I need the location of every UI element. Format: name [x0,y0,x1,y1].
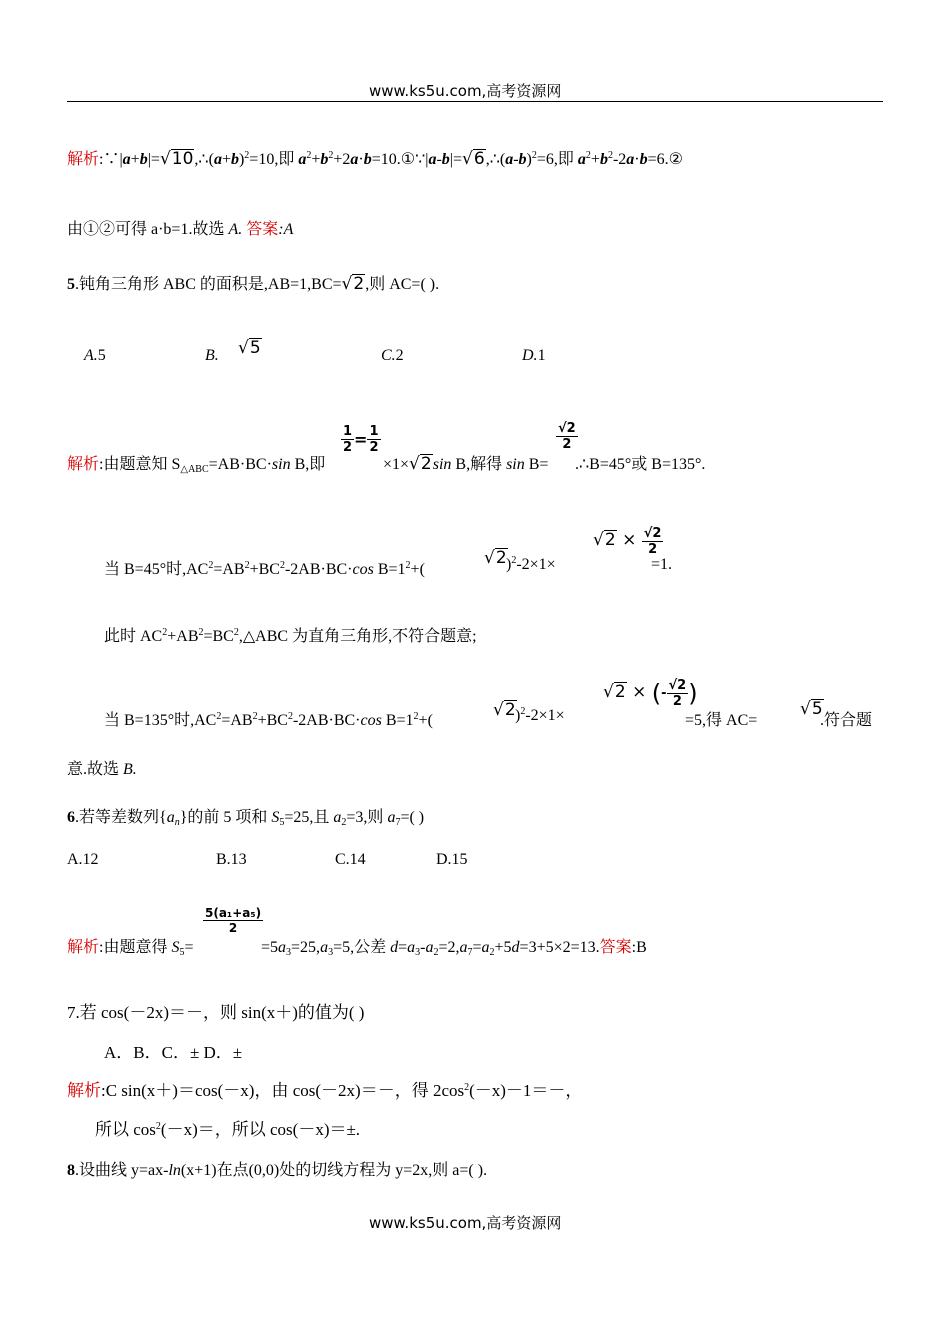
q5-option-b-sqrt5: √5 [238,338,261,358]
q5-frac-half-eq: $\frac{1}{2}$ = $\frac{1}{2}$ [343,424,379,455]
q5-option-b: B. [205,347,219,364]
q5-frac-sqrt2-over-2: $\frac{√2}{2}$ [558,421,576,452]
solution-label: 解析 [67,456,100,473]
page-footer: www.ks5u.com,高考资源网 [369,1214,562,1232]
q4-solution-line1: 解析$:\because|a+b|=√10,\therefore(a+b)^2=10$,即 $a^2+b^2+2a\cdot b=10.①\because|a-b|=√6,\therefore(a-b)^2=6$,即 $a^2+b^2-2a\cdot b=6.②$ [67,149,683,169]
q7-solution-line2: 所以 $\cos^2(-x)=$，所以 cos(－x)＝±. [95,1120,361,1139]
q5-case-45-b: )$^2$-2×1× [506,555,556,573]
sqrt-2: √2 [341,274,365,294]
q5-stem: 5.钝角三角形 ABC 的面积是,AB=1,BC=√2,则 AC=( ). [67,274,440,294]
q6-solution-b: $=5a_3=25,a_3=5$,公差 $d=a_3-a_2=2,a_7=a_2+5d=3+5\times 2=13$.答案:B [261,939,647,958]
q5-case-135-product: √2 × (- $\frac{√2}{2}$ ) [603,678,698,709]
q5-case-45-c: =1. [651,556,673,573]
q6-solution-a: 解析:由题意得 $S_5=$ [67,939,194,958]
q5-case-135-d: .符合题 [820,712,873,729]
q5-case-135-b: )$^2$-2×1× [515,706,565,724]
q5-option-c: C.2 [381,347,404,364]
q5-option-d: D.1 [522,347,546,364]
q5-case-45-product: √2 × $\frac{√2}{2}$ [593,526,662,557]
q6-option-c: C.14 [335,851,366,868]
q5-case-45: 当 B=45°时$,AC^2=AB^2+BC^2-2AB\cdot BC\cdot\cos$ $B=1^2+$( [104,560,425,578]
q5-case-135: 当 B=135°时$,AC^2=AB^2+BC^2-2AB\cdot BC\cdot\cos$ $B=1^2+$( [104,711,433,729]
q6-option-d: D.15 [436,851,468,868]
q5-case-135-cont: 意.故选 B. [67,761,137,778]
q5-solution-line1-b: ×1×√2sin B,解得 sin B= [383,454,549,474]
q5-case-135-sqrt5: √5 [800,699,823,719]
sqrt-10: √10 [159,149,194,169]
q7-options: A．B．C．± D．± [104,1043,243,1062]
page-header: www.ks5u.com,高考资源网 [369,82,562,100]
q5-case-45-sqrt2: √2 [484,548,507,568]
q7-stem: 7.若 cos(－2x)＝－，则 sin(x＋)的值为( ) [67,1003,365,1022]
header-rule [67,101,883,102]
q5-solution-line1: 解析:由题意知 $S_{\triangle ABC}=AB\cdot BC\cdot\sin$ B,即 [67,456,326,475]
solution-label: 解析 [67,939,100,956]
q6-stem: 6.若等差数列$\{a_n\}$的前 5 项和 $S_5=25$,且 $a_2=3$,则 $a_7=$( ) [67,809,425,828]
sqrt-2: √2 [409,454,432,474]
q7-solution-line1: 解析:C sin(x＋)＝cos(－x)，由 cos(－2x)＝－，得 $2\cos^2(-x)-1=-$， [67,1081,583,1100]
q6-option-b: B.13 [216,851,247,868]
q6-solution-frac: $\frac{\text{5(a₁+a₅)}}{2}$ [205,906,262,935]
q4-solution-line2: 由①②可得 a·b=1.故选 A. 答案:A [67,221,294,238]
sqrt-6: √6 [462,149,485,169]
solution-label: 解析 [67,1081,101,1100]
q6-option-a: A.12 [67,851,99,868]
q8-stem: 8.设曲线 y=ax-ln(x+1)在点(0,0)处的切线方程为 y=2x,则 a=( ). [67,1162,488,1179]
q5-case-135-c: =5,得 AC= [685,712,758,729]
solution-label: 解析 [67,151,100,168]
answer-label: 答案 [599,939,632,956]
q5-solution-line1-c: .∴B=45°或 B=135°. [575,456,706,473]
q5-note: 此时 $AC^2+AB^2=BC^2,\triangle ABC$ 为直角三角形,不符合题意; [104,627,477,645]
q5-case-135-sqrt2: √2 [493,700,516,720]
q5-option-a: A.5 [84,347,106,364]
answer-label: 答案 [246,221,279,238]
